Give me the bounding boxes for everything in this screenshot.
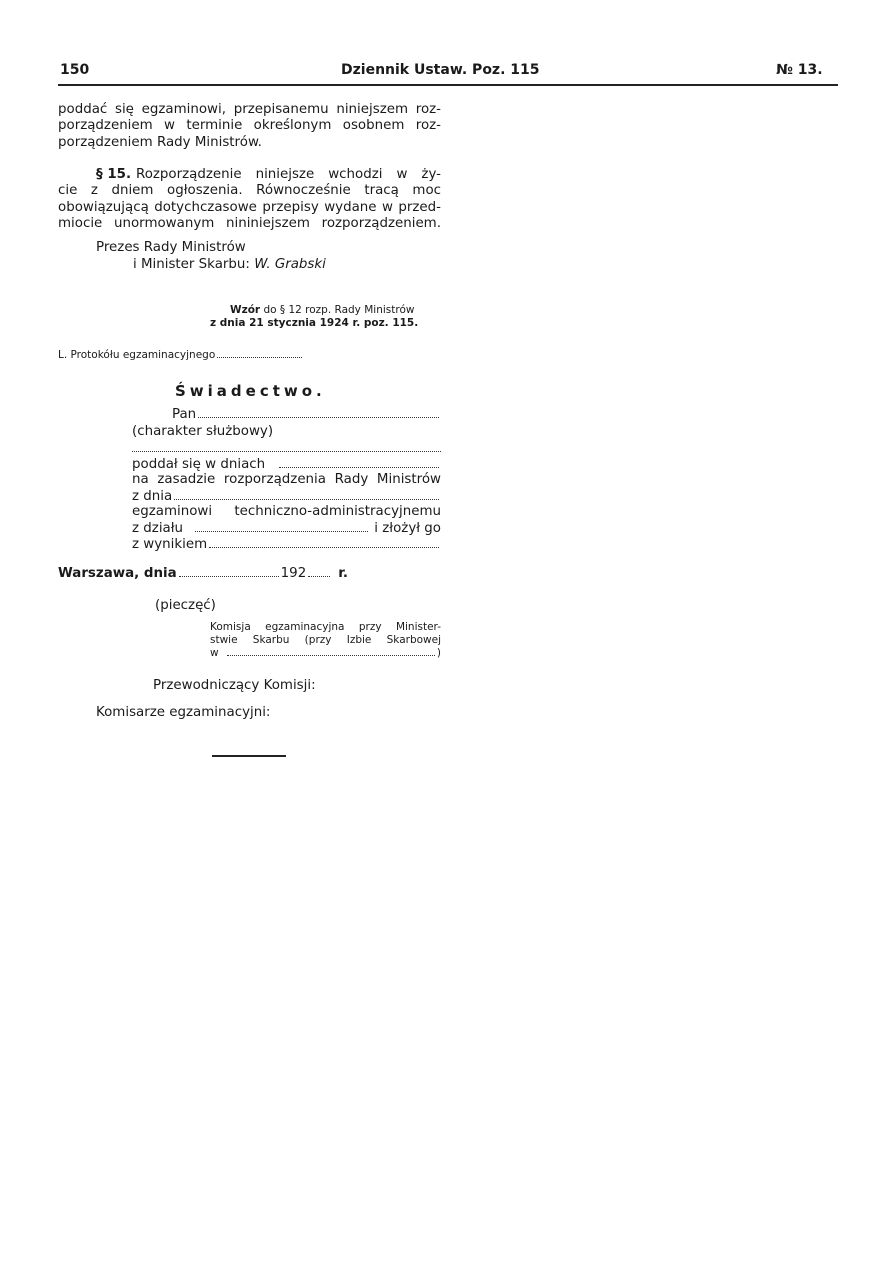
commission-close: ) (436, 647, 441, 659)
day-blank (179, 565, 279, 577)
text-line: obowiązującą dotychczasowe przepisy wydane w przed- (58, 200, 441, 215)
dates-blank (279, 456, 439, 468)
year-suffix: r. (338, 566, 348, 581)
model-note-bold: Wzór (230, 304, 261, 316)
position-label: (charakter służbowy) (132, 424, 274, 439)
commission-blank (227, 647, 435, 656)
text-line: Rozporządzenie niniejsze wchodzi w ży- (136, 167, 441, 182)
header-rule (58, 84, 838, 86)
section-blank (195, 520, 368, 532)
pan-label: Pan (172, 407, 197, 422)
position-blank (132, 451, 441, 452)
protocol-field (58, 346, 304, 363)
signature-line (133, 257, 326, 273)
protocol-label: L. Protokółu egzaminacyjnego (58, 349, 216, 361)
model-note-text: do § 12 rozp. Rady Ministrów (263, 304, 415, 316)
text-line: poddać się egzaminowi, przepisanemu niniejszem roz- (58, 102, 441, 117)
dates-label: poddał się w dniach (132, 457, 266, 472)
text-line: miocie unormowanym nininiejszem rozporządzeniem. (58, 216, 441, 231)
section-field (132, 520, 441, 537)
seal-label: (pieczęć) (155, 598, 216, 613)
certificate-title: Świadectwo. (175, 382, 326, 400)
signature-name: W. Grabski (254, 257, 326, 272)
commission-line: Komisja egzaminacyjna przy Minister- (210, 621, 441, 633)
signature-line: Prezes Rady Ministrów (96, 240, 246, 255)
place-date-field (58, 565, 348, 582)
dates-field (132, 456, 441, 473)
text-line: porządzeniem Rady Ministrów. (58, 135, 262, 150)
of-date-field (132, 488, 441, 505)
chairman-label: Przewodniczący Komisji: (153, 678, 316, 693)
members-label: Komisarze egzaminacyjni: (96, 705, 271, 720)
result-label: z wynikiem (132, 537, 208, 552)
journal-title: Dziennik Ustaw. Poz. 115 (341, 62, 540, 78)
model-note (230, 304, 414, 317)
pan-field (172, 406, 441, 423)
passed-label: i złożył go (374, 521, 441, 536)
protocol-blank (217, 346, 302, 358)
text-line: porządzeniem w terminie określonym osobnem roz- (58, 118, 441, 133)
commission-location-field (210, 647, 441, 660)
commission-w: w (210, 647, 219, 659)
end-rule (212, 755, 286, 757)
section-label: § 15. (96, 167, 132, 182)
section-label: z działu (132, 521, 184, 536)
commission-line: stwie Skarbu (przy Izbie Skarbowej (210, 634, 441, 646)
basis-label: na zasadzie rozporządzenia Rady Ministrów (132, 472, 441, 487)
page-number: 150 (60, 62, 90, 78)
exam-label: egzaminowi techniczno-administracyjnemu (132, 504, 441, 519)
year-blank (308, 565, 330, 577)
result-field (132, 536, 441, 553)
pan-blank (198, 406, 439, 418)
year-label: 192 (280, 566, 307, 581)
result-blank (209, 536, 439, 548)
of-date-blank (174, 488, 439, 500)
place-date-label: Warszawa, dnia (58, 566, 177, 581)
issue-number: № 13. (776, 62, 823, 78)
model-note-date: z dnia 21 stycznia 1924 r. poz. 115. (210, 317, 419, 329)
text-line: cie z dniem ogłoszenia. Równocześnie tracą moc (58, 183, 441, 198)
of-date-label: z dnia (132, 489, 173, 504)
signature-title: i Minister Skarbu: (133, 257, 250, 272)
